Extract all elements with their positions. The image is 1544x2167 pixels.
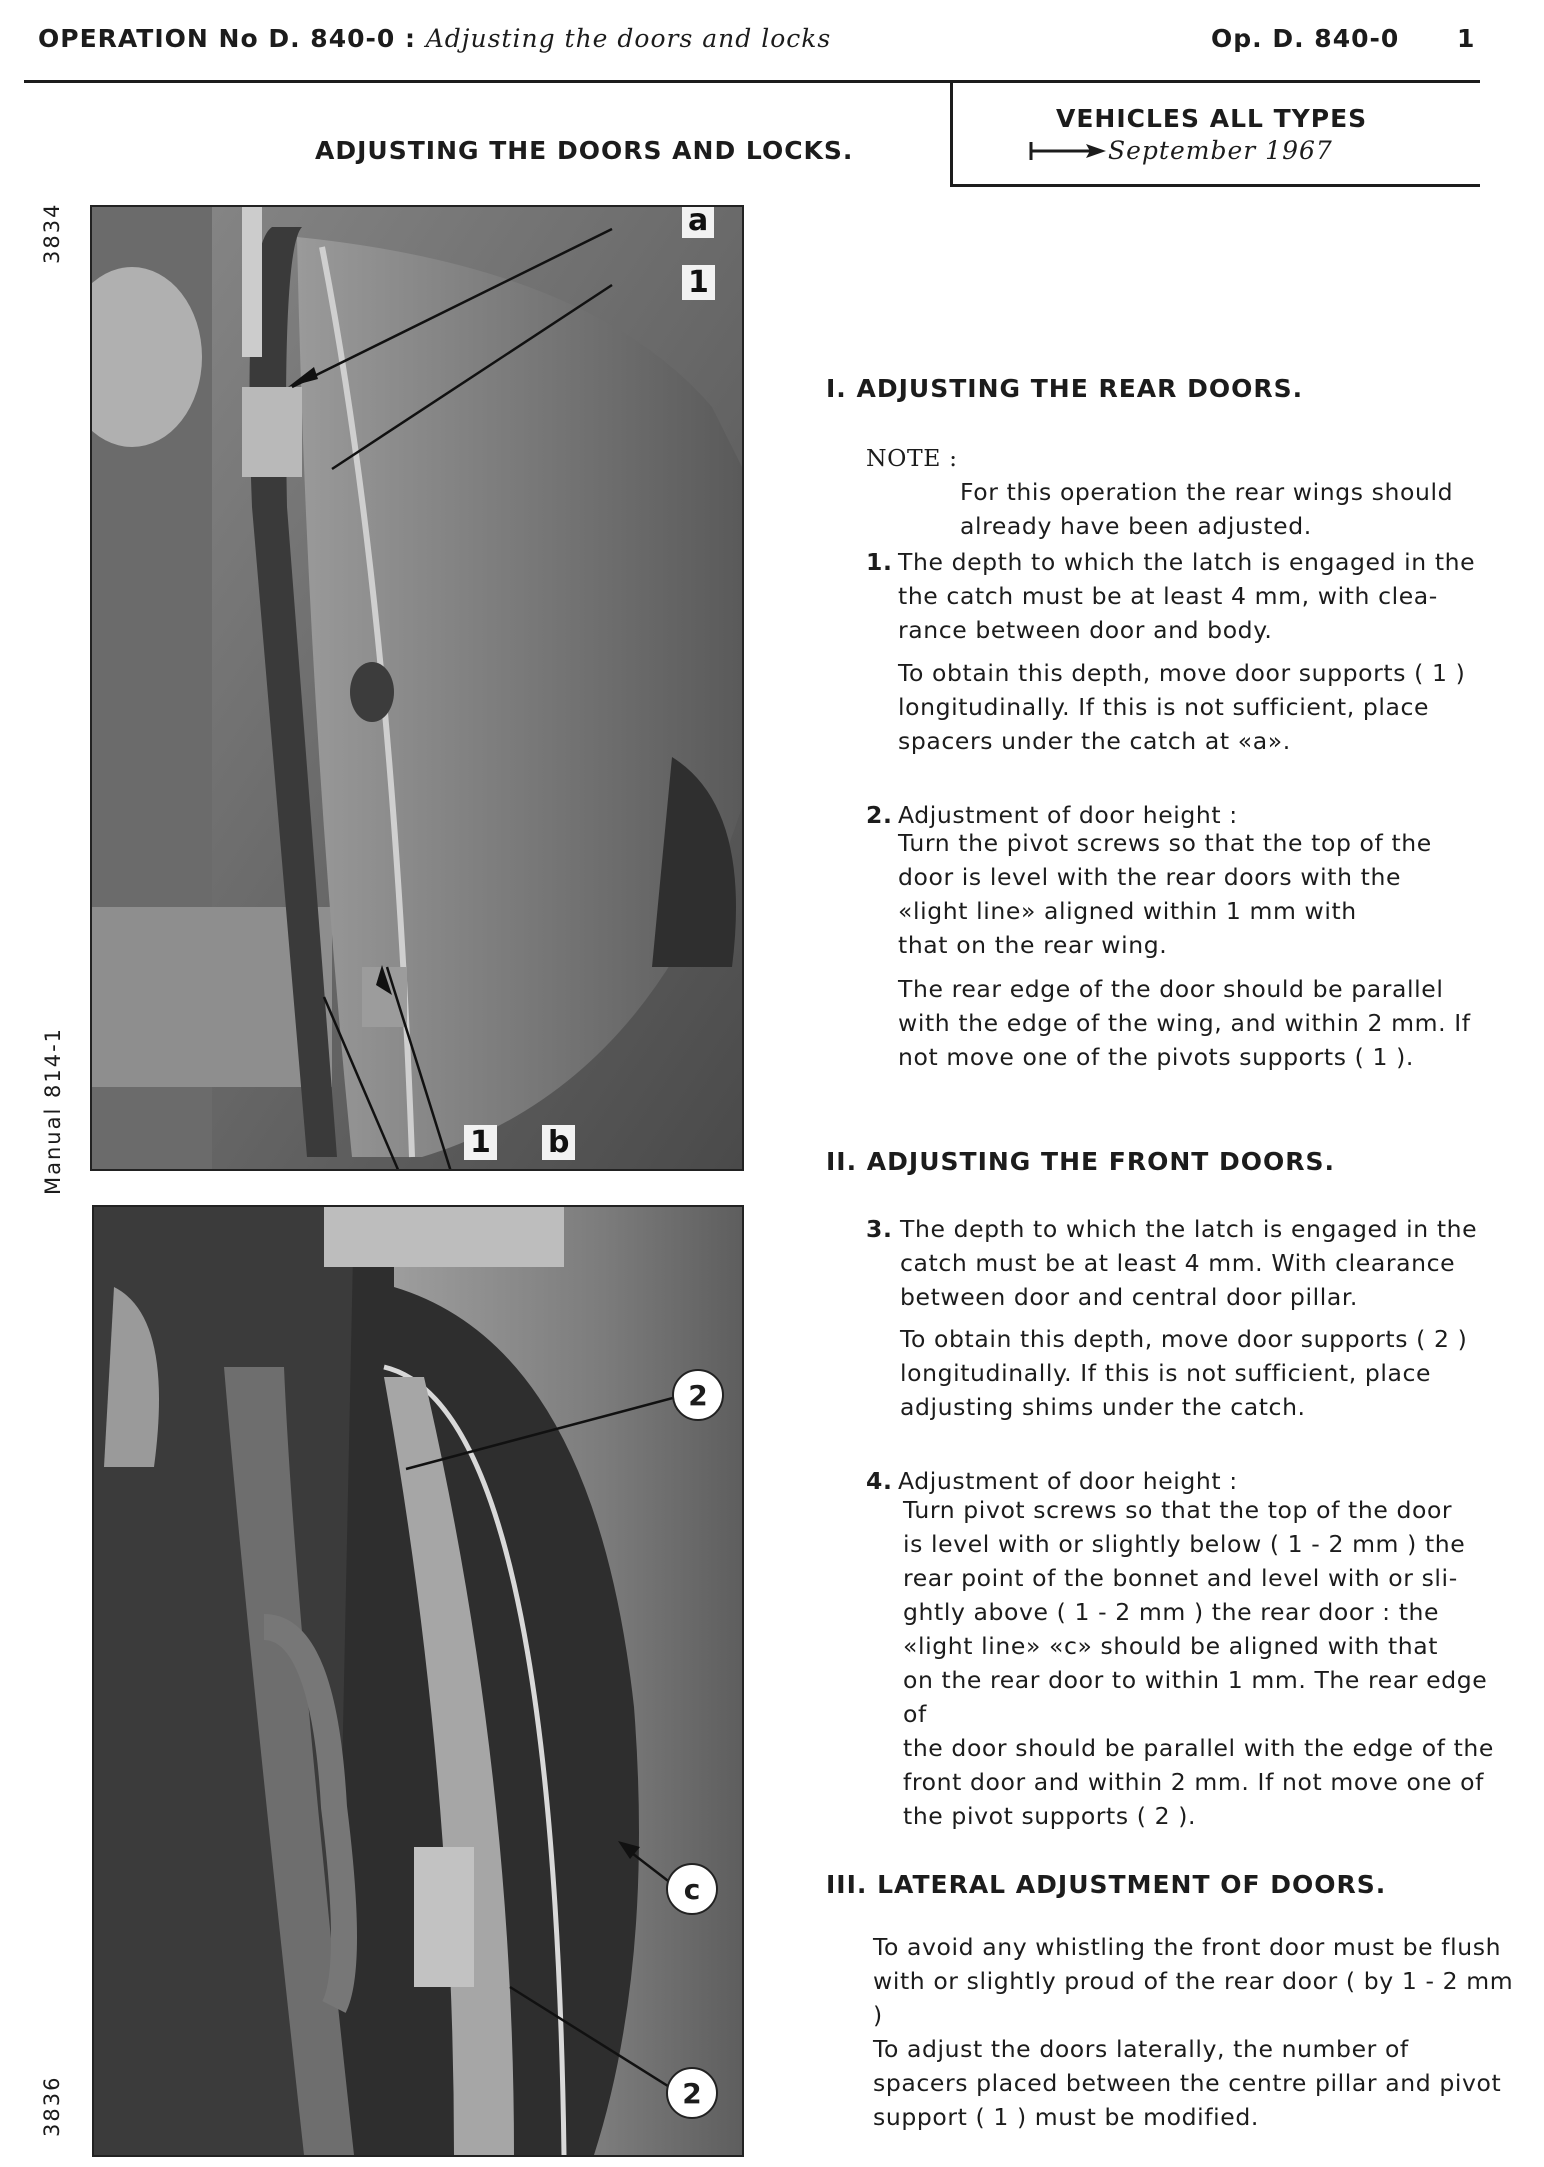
date-applicability [1028,136,1333,165]
item-2-text-2: The rear edge of the door should be parallel with the edge of the wing, and within 2 mm. If not move one of the pivots supports ( 1 ). [898,975,1471,1071]
item-4-number: 4. [866,1467,893,1495]
item-3-text-2: To obtain this depth, move door supports ( 2 ) longitudinally. If this is not sufficient, place adjusting shims under the catch. [900,1325,1468,1421]
operation-number: OPERATION No D. 840-0 : [38,24,416,53]
rear-door-photo-illustration [92,207,742,1169]
item-2-heading: Adjustment of door height : [898,801,1238,829]
section-3-text: To avoid any whistling the front door must be flush with or slightly proud of the rear door ( by 1 - 2 mm ) To adjust the doors laterally, the number of spacers placed between the centre pillar and pivot support ( 1 ) must be modified. [873,1933,1514,2131]
section-3-heading: III. LATERAL ADJUSTMENT OF DOORS. [826,1870,1387,1899]
item-1-text: The depth to which the latch is engaged in the the catch must be at least 4 mm, with clea- rance between door and body. [898,548,1476,644]
header-rule [24,80,1480,83]
callout-b: b [542,1125,575,1160]
item-3-number: 3. [866,1215,893,1243]
applicability-box-bottom-rule [950,184,1480,187]
front-door-photo [92,1205,744,2157]
figure-number-bottom: 3836 [40,2075,64,2137]
vehicles-applicability: VEHICLES ALL TYPES [1056,104,1368,133]
callout-2-top: 2 [672,1369,724,1421]
operation-reference: Op. D. 840-0 [1211,24,1400,53]
page-number: 1 [1457,24,1476,53]
callout-c: c [666,1863,718,1915]
callout-2-bottom: 2 [666,2067,718,2119]
item-1-number: 1. [866,548,893,576]
note-label: NOTE : [866,444,958,472]
note-body: For this operation the rear wings should already have been adjusted. [960,478,1454,540]
item-1-text-2: To obtain this depth, move door supports ( 1 ) longitudinally. If this is not sufficient, place spacers under the catch at «a». [898,659,1466,755]
page-title: ADJUSTING THE DOORS AND LOCKS. [315,136,854,165]
callout-1-top: 1 [682,265,715,300]
rear-door-photo [90,205,744,1171]
front-door-photo-illustration [94,1207,742,2155]
header-operation [38,24,831,53]
item-3-text: The depth to which the latch is engaged in the catch must be at least 4 mm. With clearance between door and central door pillar. [900,1215,1478,1311]
operation-title: Adjusting the doors and locks [425,24,832,53]
arrow-right-icon [1028,139,1108,163]
section-1-heading: I. ADJUSTING THE REAR DOORS. [826,374,1304,403]
applicability-box-left-rule [950,80,953,186]
item-2-text: Turn the pivot screws so that the top of the door is level with the rear doors with the «light line» aligned within 1 mm with that on the rear wing. [898,829,1432,959]
callout-a: a [682,205,714,238]
item-4-heading: Adjustment of door height : [898,1467,1238,1495]
section-2-heading: II. ADJUSTING THE FRONT DOORS. [826,1147,1336,1176]
manual-reference: Manual 814-1 [41,1026,65,1195]
effective-date: September 1967 [1108,136,1333,165]
figure-number-top: 3834 [40,202,64,264]
callout-1-bottom: 1 [464,1125,497,1160]
item-4-text: Turn pivot screws so that the top of the door is level with or slightly below ( 1 - 2 mm ) the rear point of the bonnet and level with or sli- ghtly above ( 1 - 2 mm ) the rear door : the «light line» «c» should be aligned with that on the rear door to within 1 mm. The rear edge of the door should be parallel with the edge of the front door and within 2 mm. If not move one of the pivot supports ( 2 ). [903,1496,1494,1830]
item-2-number: 2. [866,801,893,829]
